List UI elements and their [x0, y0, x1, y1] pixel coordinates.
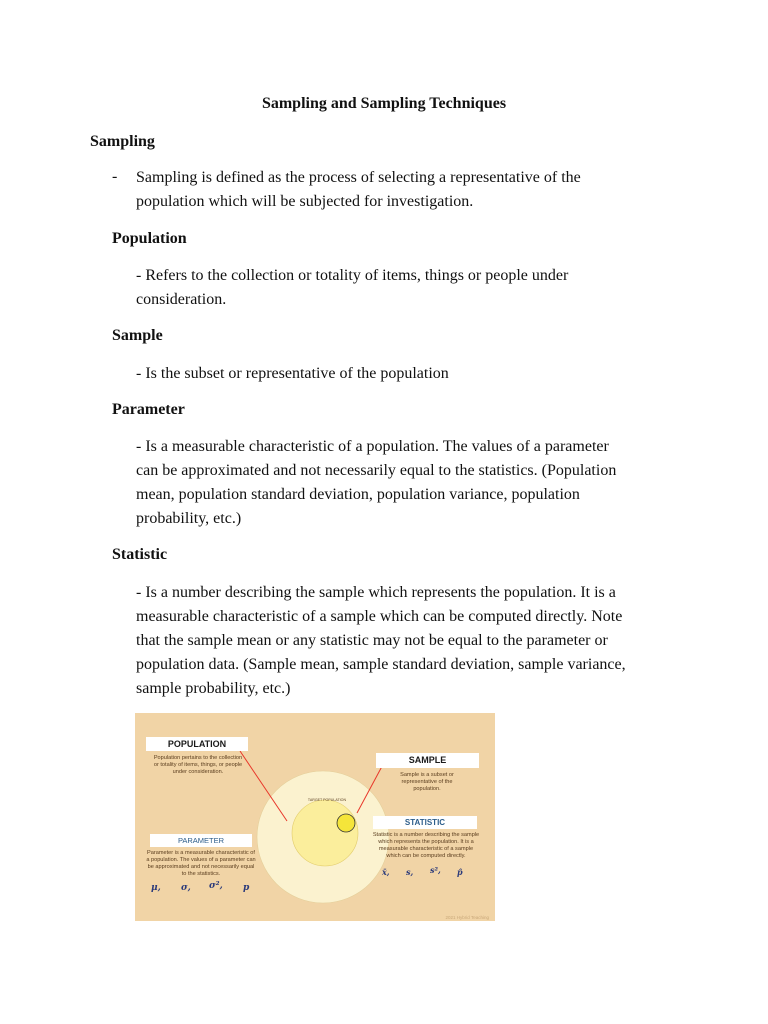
- sample-description: [379, 772, 475, 793]
- parameter-line: - Is a measurable characteristic of a population. The values of a parameter: [136, 438, 609, 455]
- sample-circle: [337, 814, 355, 832]
- parameter-symbol-variance: σ²,: [209, 881, 223, 891]
- parameter-label: PARAMETER: [150, 834, 252, 847]
- statistic-line: measurable characteristic of a sample which can be computed directly. Note: [136, 608, 623, 625]
- statistic-heading: Statistic: [112, 546, 168, 563]
- parameter-line: probability, etc.): [136, 510, 242, 527]
- statistic-definition: [136, 581, 746, 701]
- target-population-circle: [292, 800, 358, 866]
- statistic-description: [363, 832, 489, 860]
- population-description: [137, 755, 259, 776]
- sampling-bullet: -: [112, 168, 118, 185]
- population-line: - Refers to the collection or totality of items, things or people under: [136, 267, 569, 284]
- statistic-symbol-s: s,: [406, 867, 414, 877]
- population-desc-line: Population pertains to the collection: [153, 755, 243, 761]
- sampling-definition: [136, 166, 696, 214]
- parameter-symbol-p: p: [243, 883, 250, 893]
- sampling-heading: Sampling: [90, 133, 155, 150]
- parameter-definition: [136, 435, 746, 531]
- statistic-symbol-xbar: x̄,: [382, 867, 390, 877]
- sample-line: - Is the subset or representative of the population: [136, 365, 449, 382]
- statistic-desc-line: measurable characteristic of a sample: [378, 846, 474, 852]
- target-population-label: TARGET POPULATION: [307, 798, 347, 802]
- population-desc-line: or totality of items, things, or people: [153, 762, 243, 768]
- parameter-symbol-mu: μ,: [151, 883, 161, 893]
- parameter-description: [137, 850, 265, 878]
- sample-label: SAMPLE: [376, 753, 479, 768]
- parameter-symbol-sigma: σ,: [181, 883, 191, 893]
- statistic-line: sample probability, etc.): [136, 680, 291, 697]
- parameter-line: can be approximated and not necessarily equal to the statistics. (Population: [136, 462, 617, 479]
- figure-copyright: 2021 Hybrid Teaching: [445, 915, 489, 920]
- sample-desc-line: population.: [413, 786, 441, 792]
- statistic-symbol-variance: s²,: [430, 865, 441, 875]
- parameter-line: mean, population standard deviation, population variance, population: [136, 486, 580, 503]
- sample-definition: [136, 362, 736, 386]
- statistic-line: - Is a number describing the sample which represents the population. It is a: [136, 584, 616, 601]
- population-definition: [136, 264, 736, 312]
- population-sample-diagram: [135, 713, 495, 921]
- sample-desc-line: Sample is a subset or: [400, 772, 454, 778]
- statistic-desc-line: which can be computed directly.: [386, 853, 466, 859]
- statistic-desc-line: which represents the population. It is a: [378, 839, 474, 845]
- sampling-line: Sampling is defined as the process of selecting a representative of the: [136, 169, 581, 186]
- parameter-heading: Parameter: [112, 401, 185, 418]
- population-line: consideration.: [136, 291, 227, 308]
- statistic-label: STATISTIC: [373, 816, 477, 829]
- population-heading: Population: [112, 230, 187, 247]
- parameter-desc-line: to the statistics.: [181, 871, 221, 877]
- document-title: Sampling and Sampling Techniques: [261, 95, 507, 112]
- population-desc-line: under consideration.: [172, 769, 224, 775]
- statistic-symbol-phat: p̂: [457, 867, 463, 877]
- sampling-line: population which will be subjected for investigation.: [136, 193, 474, 210]
- sample-desc-line: representative of the: [401, 779, 453, 785]
- statistic-desc-line: Statistic is a number describing the sample: [372, 832, 480, 838]
- parameter-desc-line: be approximated and not necessarily equal: [147, 864, 255, 870]
- parameter-desc-line: Parameter is a measurable characteristic of: [147, 850, 255, 856]
- statistic-line: population data. (Sample mean, sample standard deviation, sample variance,: [136, 656, 626, 673]
- population-label: POPULATION: [146, 737, 248, 751]
- parameter-desc-line: a population. The values of a parameter can: [146, 857, 256, 863]
- sample-heading: Sample: [112, 327, 163, 344]
- statistic-line: that the sample mean or any statistic may not be equal to the parameter or: [136, 632, 608, 649]
